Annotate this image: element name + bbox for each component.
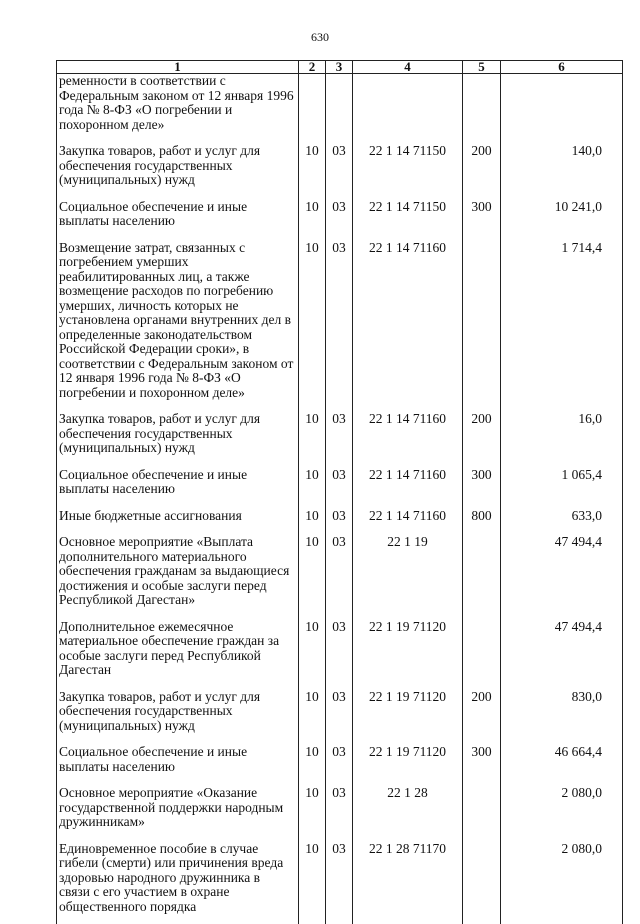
amount: 46 664,4 [501,743,623,784]
target-article-code: 22 1 14 71160 [353,239,463,411]
expense-type-code [463,840,501,924]
section-code: 10 [299,533,326,618]
target-article-code [353,74,463,143]
table-row [57,466,623,507]
expense-type-code: 300 [463,466,501,507]
expense-type-code [463,74,501,143]
target-article-code: 22 1 19 [353,533,463,618]
table-row [57,74,623,143]
section-code: 10 [299,198,326,239]
subsection-code: 03 [326,410,353,466]
amount: 10 241,0 [501,198,623,239]
target-article-code: 22 1 28 [353,784,463,840]
expense-type-code: 800 [463,507,501,534]
amount: 830,0 [501,688,623,744]
table-row [57,784,623,840]
table-row [57,743,623,784]
column-header: 5 [463,61,501,74]
amount: 16,0 [501,410,623,466]
subsection-code: 03 [326,784,353,840]
target-article-code: 22 1 19 71120 [353,743,463,784]
subsection-code: 03 [326,688,353,744]
table-header-row [57,61,623,74]
amount: 47 494,4 [501,533,623,618]
expense-type-code [463,618,501,688]
table-row [57,618,623,688]
target-article-code: 22 1 14 71160 [353,410,463,466]
target-article-code: 22 1 14 71150 [353,198,463,239]
row-name: Социальное обеспечение и иные выплаты населению [57,466,299,507]
target-article-code: 22 1 19 71120 [353,688,463,744]
column-header: 6 [501,61,623,74]
subsection-code [326,74,353,143]
expense-type-code: 200 [463,142,501,198]
table-row [57,198,623,239]
section-code: 10 [299,688,326,744]
target-article-code: 22 1 14 71160 [353,507,463,534]
table-row [57,688,623,744]
row-name: Единовременное пособие в случае гибели (смерти) или причинения вреда здоровью народного дружинника в связи с его участием в охране общественного порядка [57,840,299,924]
row-name: Дополнительное ежемесячное материальное обеспечение граждан за особые заслуги перед Республикой Дагестан [57,618,299,688]
expense-type-code [463,784,501,840]
subsection-code: 03 [326,840,353,924]
subsection-code: 03 [326,466,353,507]
amount: 140,0 [501,142,623,198]
section-code [299,74,326,143]
expense-type-code [463,239,501,411]
row-name: Закупка товаров, работ и услуг для обеспечения государственных (муниципальных) нужд [57,410,299,466]
section-code: 10 [299,466,326,507]
amount: 2 080,0 [501,840,623,924]
expense-type-code: 200 [463,410,501,466]
amount: 1 065,4 [501,466,623,507]
row-name: ременности в соответствии с Федеральным законом от 12 января 1996 года № 8-ФЗ «О погребении и похоронном деле» [57,74,299,143]
amount: 633,0 [501,507,623,534]
row-name: Основное мероприятие «Выплата дополнительного материального обеспечения гражданам за выдающиеся достижения и особые заслуги перед Республикой Дагестан» [57,533,299,618]
row-name: Закупка товаров, работ и услуг для обеспечения государственных (муниципальных) нужд [57,688,299,744]
table-row [57,533,623,618]
row-name: Социальное обеспечение и иные выплаты населению [57,198,299,239]
expense-type-code [463,533,501,618]
subsection-code: 03 [326,239,353,411]
table-row [57,239,623,411]
subsection-code: 03 [326,618,353,688]
table-row [57,840,623,924]
target-article-code: 22 1 14 71160 [353,466,463,507]
row-name: Возмещение затрат, связанных с погребением умерших реабилитированных лиц, а также возмещение расходов по погребению умерших, личность которых не установлена органами внутренних дел в определенные законодательством Российской Федерации сроки», в соответствии с Федеральным законом от 12 января 1996 года № 8-ФЗ «О погребении и похоронном деле» [57,239,299,411]
subsection-code: 03 [326,743,353,784]
row-name: Основное мероприятие «Оказание государственной поддержки народным дружинникам» [57,784,299,840]
amount: 1 714,4 [501,239,623,411]
amount [501,74,623,143]
table-row [57,142,623,198]
section-code: 10 [299,743,326,784]
row-name: Иные бюджетные ассигнования [57,507,299,534]
subsection-code: 03 [326,198,353,239]
target-article-code: 22 1 19 71120 [353,618,463,688]
section-code: 10 [299,784,326,840]
column-header: 2 [299,61,326,74]
section-code: 10 [299,618,326,688]
column-header: 3 [326,61,353,74]
target-article-code: 22 1 14 71150 [353,142,463,198]
subsection-code: 03 [326,507,353,534]
table-row [57,410,623,466]
section-code: 10 [299,507,326,534]
amount: 2 080,0 [501,784,623,840]
subsection-code: 03 [326,533,353,618]
table-row [57,507,623,534]
expense-type-code: 200 [463,688,501,744]
section-code: 10 [299,239,326,411]
budget-table [56,60,623,924]
expense-type-code: 300 [463,198,501,239]
target-article-code: 22 1 28 71170 [353,840,463,924]
row-name: Закупка товаров, работ и услуг для обеспечения государственных (муниципальных) нужд [57,142,299,198]
section-code: 10 [299,142,326,198]
column-header: 1 [57,61,299,74]
section-code: 10 [299,410,326,466]
page-number: 630 [0,30,640,45]
subsection-code: 03 [326,142,353,198]
amount: 47 494,4 [501,618,623,688]
column-header: 4 [353,61,463,74]
row-name: Социальное обеспечение и иные выплаты населению [57,743,299,784]
expense-type-code: 300 [463,743,501,784]
section-code: 10 [299,840,326,924]
